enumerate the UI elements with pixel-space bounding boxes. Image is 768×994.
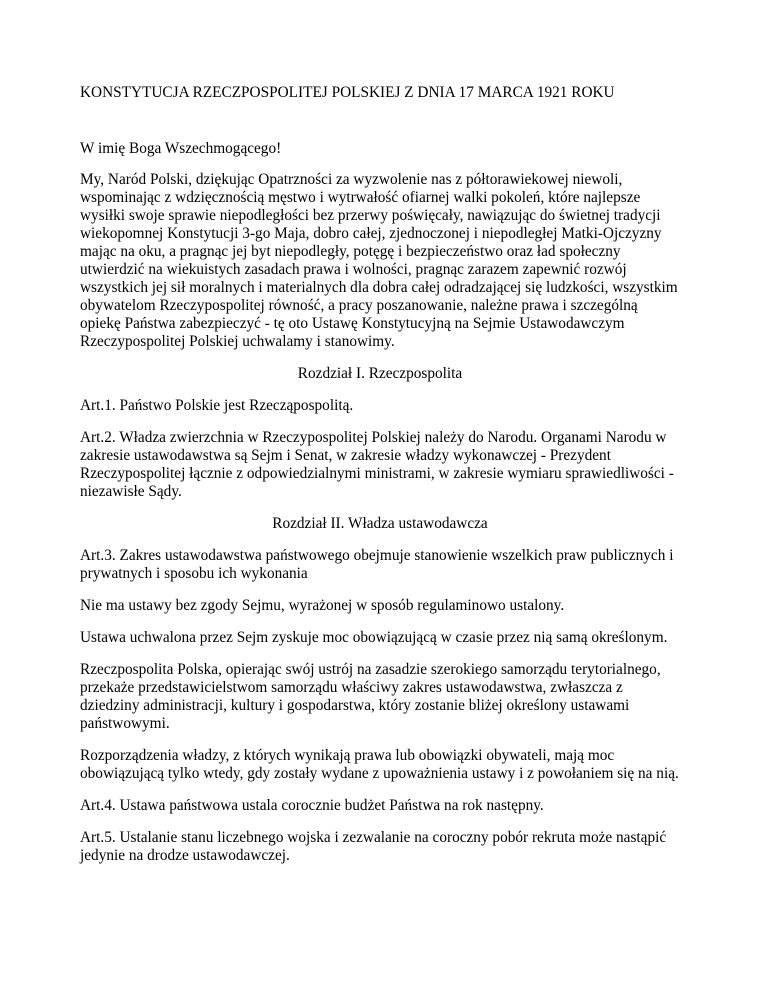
document-body (80, 84, 680, 865)
invocation: W imię Boga Wszechmogącego! (80, 140, 282, 157)
article-3-paragraph-3: Rzeczpospolita Polska, opierając swój ustrój na zasadzie szerokiego samorządu terytorialnego, przekaże przedstawicielstwom samorządu właściwy zakres ustawodawstwa, zwłaszcza z dziedziny administracji, kultury i gospodarstwa, który zostanie bliżej określony ustawami państwowymi. (80, 661, 661, 732)
article-3-paragraph-2: Ustawa uchwalona przez Sejm zyskuje moc obowiązującą w czasie przez nią samą określonym. (80, 629, 668, 646)
article-3-paragraph-1: Nie ma ustawy bez zgody Sejmu, wyrażonej w sposób regulaminowo ustalony. (80, 597, 565, 614)
article-2: Art.2. Władza zwierzchnia w Rzeczypospolitej Polskiej należy do Narodu. Organami Narodu w zakresie ustawodawstwa są Sejm i Senat, w zakresie władzy wykonawczej - Prezydent Rzeczypospolitej łącznie z odpowiedzialnymi ministrami, w zakresie wymiaru sprawiedliwości - niezawisłe Sądy. (80, 429, 674, 500)
article-4: Art.4. Ustawa państwowa ustala corocznie budżet Państwa na rok następny. (80, 797, 544, 814)
preamble-paragraph: My, Naród Polski, dziękując Opatrzności za wyzwolenie nas z półtorawiekowej niewoli, wspominając z wdzięcznością męstwo i wytrwałość ofiarnej walki pokoleń, które najlepsze wysiłki swoje sprawie niepodległości bez przerwy poświęcały, nawiązując do świetnej tradycji wiekopomnej Konstytucji 3-go Maja, dobro całej, zjednoczonej i niepodległej Matki-Ojczyzny mając na oku, a pragnąc jej byt niepodległy, potęgę i bezpieczeństwo oraz ład społeczny utwierdzić na wiekuistych zasadach prawa i wolności, pragnąc zarazem zapewnić rozwój wszystkich jej sił moralnych i materialnych dla dobra całej odradzającej się ludzkości, wszystkim obywatelom Rzeczypospolitej równość, a pracy poszanowanie, należne prawa i szczególną opiekę Państwa zabezpieczyć - tę oto Ustawę Konstytucyjną na Sejmie Ustawodawczym Rzeczypospolitej Polskiej uchwalamy i stanowimy. (80, 171, 678, 350)
article-5: Art.5. Ustalanie stanu liczebnego wojska i zezwalanie na coroczny pobór rekruta może nastąpić jedynie na drodze ustawodawczej. (80, 829, 667, 864)
article-1: Art.1. Państwo Polskie jest Rzecząpospolitą. (80, 397, 354, 414)
article-3: Art.3. Zakres ustawodawstwa państwowego obejmuje stanowienie wszelkich praw publicznych i prywatnych i sposobu ich wykonania (80, 547, 674, 582)
chapter-1-heading: Rozdział I. Rzeczpospolita (297, 365, 463, 382)
document-title: KONSTYTUCJA RZECZPOSPOLITEJ POLSKIEJ Z DNIA 17 MARCA 1921 ROKU (80, 84, 615, 101)
chapter-2-heading: Rozdział II. Władza ustawodawcza (272, 515, 488, 532)
article-3-paragraph-4: Rozporządzenia władzy, z których wynikają prawa lub obowiązki obywateli, mają moc obowiązującą tylko wtedy, gdy zostały wydane z upoważnienia ustawy i z powołaniem się na nią. (80, 747, 679, 782)
